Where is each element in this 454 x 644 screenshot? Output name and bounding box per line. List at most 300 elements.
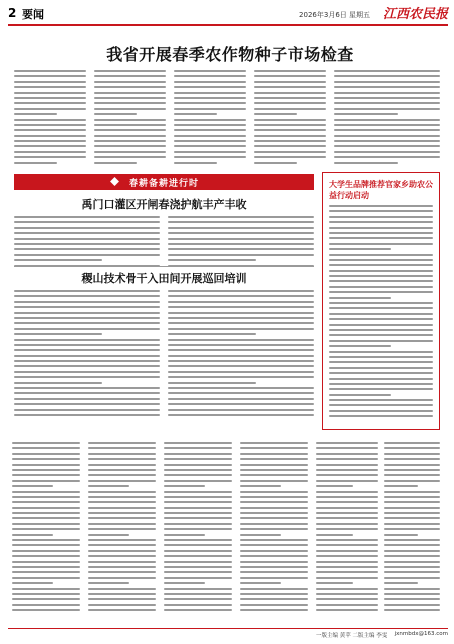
text-line bbox=[168, 248, 314, 250]
text-line bbox=[384, 566, 440, 568]
main-article-column-5 bbox=[334, 70, 440, 167]
text-line bbox=[168, 232, 314, 234]
text-line bbox=[94, 162, 137, 164]
newspaper-masthead: 江西农民报 bbox=[382, 7, 448, 22]
text-line bbox=[94, 108, 166, 110]
text-line bbox=[168, 306, 314, 308]
text-line bbox=[254, 140, 326, 142]
text-line bbox=[316, 501, 378, 503]
text-line bbox=[88, 555, 156, 557]
text-line bbox=[334, 86, 440, 88]
text-line bbox=[168, 322, 314, 324]
article-1-column-1 bbox=[14, 216, 160, 270]
text-line bbox=[164, 496, 232, 498]
text-line bbox=[164, 453, 232, 455]
text-line bbox=[329, 254, 433, 256]
text-line bbox=[316, 528, 378, 530]
text-line bbox=[164, 501, 232, 503]
text-line bbox=[168, 312, 314, 314]
text-line bbox=[14, 119, 86, 121]
text-line bbox=[164, 464, 232, 466]
text-line bbox=[316, 566, 378, 568]
text-line bbox=[240, 604, 308, 606]
text-line bbox=[12, 534, 53, 536]
text-line bbox=[329, 264, 433, 266]
text-line bbox=[334, 108, 440, 110]
text-line bbox=[88, 609, 156, 611]
text-line bbox=[164, 609, 232, 611]
text-line bbox=[329, 297, 391, 299]
text-line bbox=[334, 75, 440, 77]
section-title: 要闻 bbox=[22, 8, 44, 21]
text-line bbox=[329, 248, 391, 250]
text-line bbox=[316, 609, 378, 611]
text-line bbox=[94, 92, 166, 94]
text-line bbox=[94, 151, 166, 153]
text-line bbox=[164, 523, 232, 525]
text-line bbox=[240, 539, 308, 541]
lower-column-5 bbox=[316, 442, 378, 615]
text-line bbox=[88, 517, 156, 519]
text-line bbox=[94, 145, 166, 147]
text-line bbox=[384, 604, 440, 606]
text-line bbox=[329, 205, 433, 207]
text-line bbox=[384, 458, 440, 460]
text-line bbox=[14, 151, 86, 153]
text-line bbox=[14, 135, 86, 137]
text-line bbox=[88, 577, 156, 579]
text-line bbox=[329, 318, 433, 320]
footer-email: jxnmbdx@163.com bbox=[394, 631, 448, 637]
text-line bbox=[14, 344, 160, 346]
text-line bbox=[240, 598, 308, 600]
text-line bbox=[94, 70, 166, 72]
text-line bbox=[88, 561, 156, 563]
text-line bbox=[12, 485, 53, 487]
text-line bbox=[12, 453, 80, 455]
text-line bbox=[12, 512, 80, 514]
text-line bbox=[240, 555, 308, 557]
text-line bbox=[316, 539, 378, 541]
text-line bbox=[12, 550, 80, 552]
text-line bbox=[88, 539, 156, 541]
page-footer bbox=[8, 628, 448, 640]
text-line bbox=[12, 474, 80, 476]
text-line bbox=[240, 442, 308, 444]
text-line bbox=[168, 349, 314, 351]
text-line bbox=[94, 97, 166, 99]
text-line bbox=[384, 555, 440, 557]
text-line bbox=[254, 151, 326, 153]
lower-column-3 bbox=[164, 442, 232, 615]
article-headline-2: 稷山技术骨干入田间开展巡回培训 bbox=[81, 272, 247, 285]
footer-editors: 一版主编 黄苹 二版主编 李雯 bbox=[316, 633, 388, 639]
text-line bbox=[316, 447, 378, 449]
text-line bbox=[240, 577, 308, 579]
text-line bbox=[168, 317, 314, 319]
text-line bbox=[240, 480, 308, 482]
text-line bbox=[240, 523, 308, 525]
text-line bbox=[88, 571, 156, 573]
text-line bbox=[254, 86, 326, 88]
text-line bbox=[384, 609, 440, 611]
text-line bbox=[14, 248, 160, 250]
text-line bbox=[164, 582, 205, 584]
text-line bbox=[384, 598, 440, 600]
text-line bbox=[384, 491, 440, 493]
main-article-column-2 bbox=[94, 70, 166, 167]
text-line bbox=[168, 216, 314, 218]
text-line bbox=[164, 577, 232, 579]
text-line bbox=[88, 491, 156, 493]
text-line bbox=[329, 259, 433, 261]
text-line bbox=[164, 561, 232, 563]
text-line bbox=[164, 555, 232, 557]
text-line bbox=[94, 75, 166, 77]
text-line bbox=[88, 534, 129, 536]
text-line bbox=[174, 124, 246, 126]
text-line bbox=[316, 512, 378, 514]
text-line bbox=[14, 317, 160, 319]
text-line bbox=[168, 290, 314, 292]
text-line bbox=[240, 544, 308, 546]
text-line bbox=[168, 398, 314, 400]
text-line bbox=[12, 577, 80, 579]
text-line bbox=[329, 291, 433, 293]
text-line bbox=[14, 312, 160, 314]
text-line bbox=[88, 464, 156, 466]
text-line bbox=[14, 398, 160, 400]
text-line bbox=[88, 588, 156, 590]
text-line bbox=[88, 485, 129, 487]
text-line bbox=[316, 469, 378, 471]
text-line bbox=[254, 97, 326, 99]
text-line bbox=[14, 221, 160, 223]
text-line bbox=[329, 399, 433, 401]
text-line bbox=[334, 70, 440, 72]
text-line bbox=[12, 523, 80, 525]
text-line bbox=[168, 227, 314, 229]
text-line bbox=[254, 75, 326, 77]
text-line bbox=[316, 534, 353, 536]
text-line bbox=[168, 365, 314, 367]
text-line bbox=[174, 81, 246, 83]
text-line bbox=[334, 92, 440, 94]
text-line bbox=[12, 604, 80, 606]
text-line bbox=[254, 162, 297, 164]
text-line bbox=[168, 295, 314, 297]
text-line bbox=[174, 135, 246, 137]
text-line bbox=[174, 113, 217, 115]
issue-date: 2026年3月6日 星期五 bbox=[299, 11, 370, 19]
text-line bbox=[14, 322, 160, 324]
text-line bbox=[14, 360, 160, 362]
text-line bbox=[174, 75, 246, 77]
text-line bbox=[14, 97, 86, 99]
text-line bbox=[164, 588, 232, 590]
text-line bbox=[88, 582, 129, 584]
text-line bbox=[240, 561, 308, 563]
text-line bbox=[316, 544, 378, 546]
text-line bbox=[14, 162, 57, 164]
text-line bbox=[316, 561, 378, 563]
text-line bbox=[384, 539, 440, 541]
text-line bbox=[12, 507, 80, 509]
text-line bbox=[88, 598, 156, 600]
text-line bbox=[334, 124, 440, 126]
text-line bbox=[384, 442, 440, 444]
text-line bbox=[14, 295, 160, 297]
text-line bbox=[94, 119, 166, 121]
text-line bbox=[14, 216, 160, 218]
text-line bbox=[12, 528, 80, 530]
text-line bbox=[12, 593, 80, 595]
text-line bbox=[14, 108, 86, 110]
text-line bbox=[329, 394, 391, 396]
text-line bbox=[88, 544, 156, 546]
text-line bbox=[240, 566, 308, 568]
text-line bbox=[329, 232, 433, 234]
sidebar-headline: 大学生品牌推荐官家乡助农公益行动启动 bbox=[329, 180, 433, 200]
text-line bbox=[384, 485, 418, 487]
text-line bbox=[329, 334, 433, 336]
text-line bbox=[240, 485, 281, 487]
text-line bbox=[164, 485, 205, 487]
text-line bbox=[168, 414, 314, 416]
text-line bbox=[329, 286, 433, 288]
text-line bbox=[384, 593, 440, 595]
text-line bbox=[12, 517, 80, 519]
text-line bbox=[384, 447, 440, 449]
text-line bbox=[240, 609, 308, 611]
text-line bbox=[14, 387, 160, 389]
text-line bbox=[88, 501, 156, 503]
text-line bbox=[14, 129, 86, 131]
article-divider bbox=[14, 266, 314, 267]
text-line bbox=[14, 333, 102, 335]
text-line bbox=[334, 145, 440, 147]
text-line bbox=[240, 469, 308, 471]
text-line bbox=[164, 474, 232, 476]
text-line bbox=[164, 544, 232, 546]
text-line bbox=[329, 361, 433, 363]
text-line bbox=[329, 313, 433, 315]
article-2-column-1 bbox=[14, 290, 160, 419]
text-line bbox=[316, 550, 378, 552]
text-line bbox=[316, 588, 378, 590]
text-line bbox=[88, 453, 156, 455]
text-line bbox=[329, 367, 433, 369]
text-line bbox=[316, 496, 378, 498]
text-line bbox=[14, 81, 86, 83]
text-line bbox=[384, 496, 440, 498]
text-line bbox=[168, 221, 314, 223]
article-2-column-2 bbox=[168, 290, 314, 419]
text-line bbox=[12, 539, 80, 541]
section-banner bbox=[14, 174, 314, 190]
text-line bbox=[168, 238, 314, 240]
text-line bbox=[14, 243, 160, 245]
lower-column-4 bbox=[240, 442, 308, 615]
text-line bbox=[384, 453, 440, 455]
text-line bbox=[12, 469, 80, 471]
text-line bbox=[164, 469, 232, 471]
text-line bbox=[88, 480, 156, 482]
text-line bbox=[12, 561, 80, 563]
text-line bbox=[240, 517, 308, 519]
text-line bbox=[316, 458, 378, 460]
text-line bbox=[316, 593, 378, 595]
text-line bbox=[12, 555, 80, 557]
text-line bbox=[384, 582, 418, 584]
text-line bbox=[334, 97, 440, 99]
text-line bbox=[12, 609, 80, 611]
text-line bbox=[14, 113, 57, 115]
text-line bbox=[254, 119, 326, 121]
text-line bbox=[329, 280, 433, 282]
text-line bbox=[94, 156, 166, 158]
text-line bbox=[14, 75, 86, 77]
text-line bbox=[329, 243, 433, 245]
text-line bbox=[14, 227, 160, 229]
text-line bbox=[94, 86, 166, 88]
text-line bbox=[254, 129, 326, 131]
text-line bbox=[14, 301, 160, 303]
text-line bbox=[12, 588, 80, 590]
text-line bbox=[88, 474, 156, 476]
text-line bbox=[14, 403, 160, 405]
text-line bbox=[168, 360, 314, 362]
text-line bbox=[168, 355, 314, 357]
text-line bbox=[174, 86, 246, 88]
text-line bbox=[174, 151, 246, 153]
text-line bbox=[254, 81, 326, 83]
text-line bbox=[240, 512, 308, 514]
text-line bbox=[164, 550, 232, 552]
text-line bbox=[168, 376, 314, 378]
text-line bbox=[384, 517, 440, 519]
text-line bbox=[384, 577, 440, 579]
text-line bbox=[384, 561, 440, 563]
sidebar-article-box bbox=[322, 172, 440, 430]
text-line bbox=[254, 108, 326, 110]
text-line bbox=[329, 210, 433, 212]
text-line bbox=[329, 237, 433, 239]
text-line bbox=[254, 135, 326, 137]
text-line bbox=[12, 491, 80, 493]
text-line bbox=[329, 227, 433, 229]
text-line bbox=[14, 238, 160, 240]
text-line bbox=[12, 447, 80, 449]
text-line bbox=[174, 162, 217, 164]
text-line bbox=[240, 582, 281, 584]
text-line bbox=[164, 512, 232, 514]
lower-column-1 bbox=[12, 442, 80, 615]
text-line bbox=[316, 453, 378, 455]
text-line bbox=[168, 387, 314, 389]
text-line bbox=[329, 275, 433, 277]
text-line bbox=[334, 140, 440, 142]
text-line bbox=[14, 365, 160, 367]
text-line bbox=[254, 92, 326, 94]
text-line bbox=[174, 129, 246, 131]
text-line bbox=[14, 124, 86, 126]
text-line bbox=[384, 469, 440, 471]
text-line bbox=[88, 447, 156, 449]
text-line bbox=[240, 501, 308, 503]
text-line bbox=[94, 102, 166, 104]
text-line bbox=[14, 254, 160, 256]
text-line bbox=[12, 501, 80, 503]
text-line bbox=[329, 329, 433, 331]
text-line bbox=[384, 534, 418, 536]
text-line bbox=[88, 604, 156, 606]
text-line bbox=[88, 528, 156, 530]
text-line bbox=[14, 328, 160, 330]
text-line bbox=[168, 339, 314, 341]
text-line bbox=[168, 382, 256, 384]
text-line bbox=[14, 92, 86, 94]
text-line bbox=[329, 383, 433, 385]
text-line bbox=[384, 571, 440, 573]
text-line bbox=[240, 534, 281, 536]
text-line bbox=[12, 464, 80, 466]
text-line bbox=[12, 480, 80, 482]
text-line bbox=[316, 474, 378, 476]
text-line bbox=[12, 571, 80, 573]
text-line bbox=[14, 145, 86, 147]
text-line bbox=[316, 555, 378, 557]
text-line bbox=[316, 480, 378, 482]
text-line bbox=[240, 507, 308, 509]
text-line bbox=[384, 512, 440, 514]
text-line bbox=[254, 145, 326, 147]
text-line bbox=[88, 507, 156, 509]
text-line bbox=[174, 92, 246, 94]
text-line bbox=[334, 113, 398, 115]
text-line bbox=[329, 356, 433, 358]
text-line bbox=[384, 507, 440, 509]
text-line bbox=[94, 135, 166, 137]
text-line bbox=[329, 216, 433, 218]
text-line bbox=[94, 124, 166, 126]
text-line bbox=[384, 464, 440, 466]
text-line bbox=[168, 328, 314, 330]
text-line bbox=[164, 447, 232, 449]
text-line bbox=[254, 113, 297, 115]
text-line bbox=[316, 464, 378, 466]
text-line bbox=[88, 469, 156, 471]
text-line bbox=[14, 290, 160, 292]
text-line bbox=[329, 345, 391, 347]
text-line bbox=[329, 324, 433, 326]
text-line bbox=[329, 378, 433, 380]
text-line bbox=[164, 458, 232, 460]
text-line bbox=[168, 301, 314, 303]
text-line bbox=[316, 604, 378, 606]
text-line bbox=[316, 485, 353, 487]
text-line bbox=[240, 588, 308, 590]
text-line bbox=[168, 409, 314, 411]
text-line bbox=[329, 307, 433, 309]
text-line bbox=[14, 232, 160, 234]
main-headline: 我省开展春季农作物种子市场检查 bbox=[106, 45, 354, 64]
text-line bbox=[334, 162, 398, 164]
text-line bbox=[164, 539, 232, 541]
text-line bbox=[174, 119, 246, 121]
text-line bbox=[334, 102, 440, 104]
text-line bbox=[88, 496, 156, 498]
